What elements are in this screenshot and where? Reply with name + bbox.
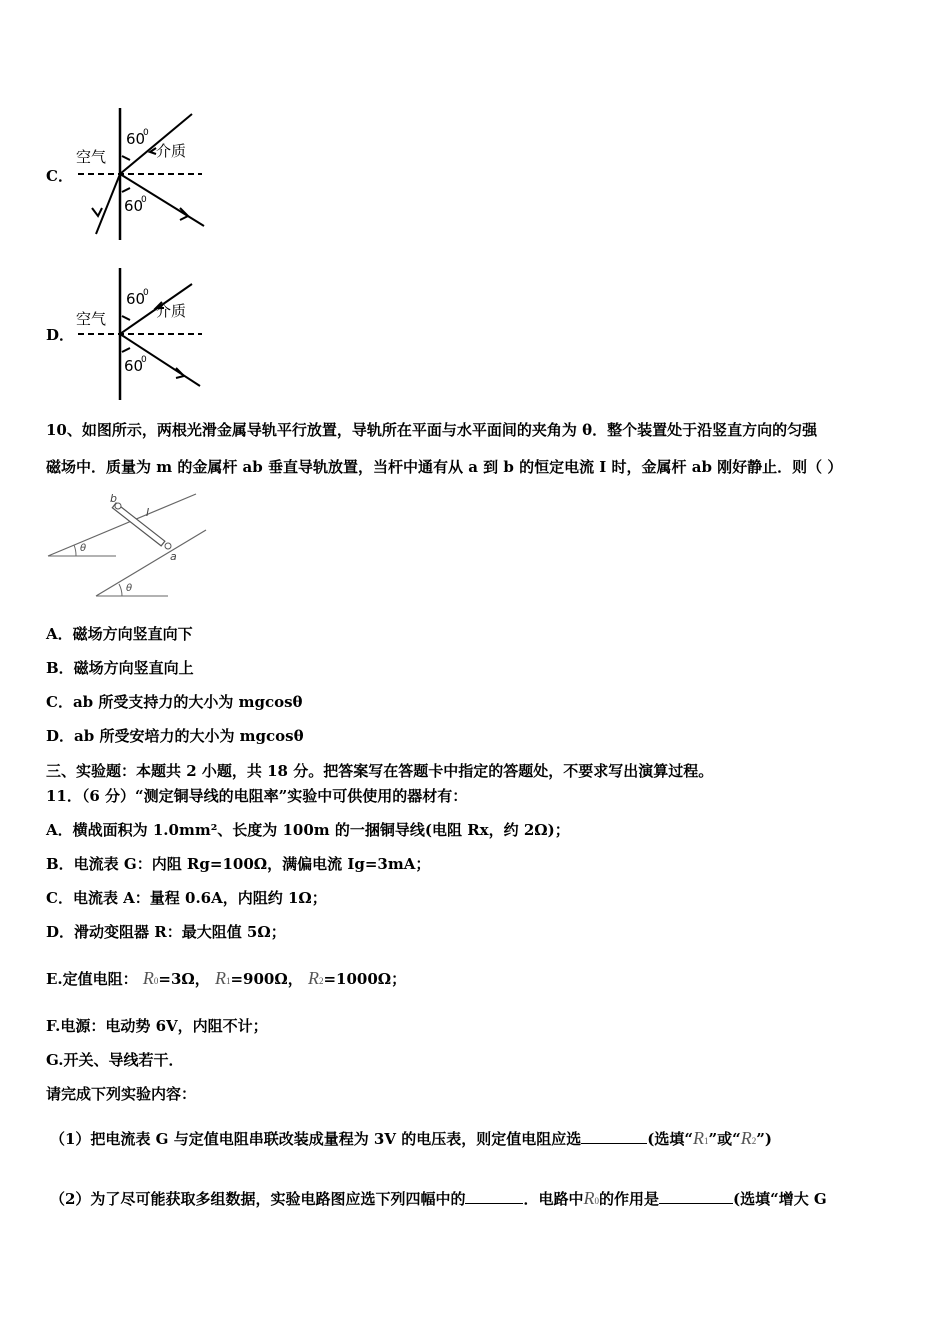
sub1-r2-symbol: R2 — [740, 1128, 757, 1148]
q11-item-a: A．横战面积为 1.0mm²、长度为 100m 的一捆铜导线(电阻 Rx，约 2Ω)； — [46, 821, 570, 839]
option-d-refraction-figure — [72, 264, 212, 404]
sub1-r1-symbol: R1 — [692, 1128, 709, 1148]
option-d-label: D． — [46, 326, 75, 344]
q10-stem-line1: 10、如图所示，两根光滑金属导轨平行放置，导轨所在平面与水平面间的夹角为 θ．整个装置处于沿竖直方向的匀强 — [46, 421, 818, 439]
option-c-refraction-figure — [72, 104, 212, 244]
angle-bottom-label: 60 — [124, 197, 144, 215]
metal-rod — [112, 503, 165, 546]
theta2-label: θ — [126, 583, 133, 594]
sub1-choose-prefix: (选填“ — [647, 1130, 693, 1148]
sub2-text: （2）为了尽可能获取多组数据，实验电路图应选下列四幅中的 — [50, 1190, 466, 1208]
sub1-text: （1）把电流表 G 与定值电阻串联改装成量程为 3V 的电压表，则定值电阻应选 — [50, 1130, 582, 1148]
q11-item-d: D．滑动变阻器 R：最大阻值 5Ω； — [46, 923, 286, 941]
q11-stem: 11．（6 分）“测定铜导线的电阻率”实验中可供使用的器材有： — [46, 787, 468, 805]
q10-option-b: B．磁场方向竖直向上 — [46, 659, 194, 677]
q10-option-d: D．ab 所受安培力的大小为 mgcosθ — [46, 727, 304, 745]
q11-item-g: G.开关、导线若干． — [46, 1051, 184, 1069]
sub1-answer-blank[interactable] — [581, 1129, 647, 1144]
item-e-prefix: E.定值电阻： — [46, 970, 138, 988]
q10-rail-figure — [44, 488, 214, 600]
air-label: 空气 — [76, 310, 107, 328]
q11-instruction: 请完成下列实验内容： — [46, 1085, 197, 1103]
q10-option-a: A．磁场方向竖直向下 — [46, 625, 193, 643]
sub2-choose: (选填“增大 G — [732, 1190, 827, 1208]
option-c-label: C． — [46, 167, 73, 185]
r0-value: =3Ω， — [158, 970, 210, 988]
refracted-ray — [96, 174, 120, 234]
air-label: 空气 — [76, 148, 107, 166]
sub2-r0-symbol: R0 — [583, 1188, 599, 1208]
label-current: I — [146, 506, 150, 519]
q10-option-c: C．ab 所受支持力的大小为 mgcosθ — [46, 693, 303, 711]
q11-sub1 — [50, 1128, 772, 1151]
sub2-role: 的作用是 — [598, 1190, 659, 1208]
r1-value: =900Ω， — [230, 970, 303, 988]
refracted-arrow-icon — [92, 208, 102, 216]
r2-value: =1000Ω； — [323, 970, 407, 988]
label-b: b — [110, 492, 117, 505]
r1-symbol: R1 — [214, 968, 231, 988]
sub2-role-blank[interactable] — [659, 1189, 733, 1204]
sub1-choose-suffix: ”) — [756, 1130, 772, 1148]
sub2-mid: ．电路中 — [523, 1190, 584, 1208]
lower-rail — [96, 530, 206, 596]
sub2-circuit-blank[interactable] — [465, 1189, 523, 1204]
angle-top-sup: 0 — [143, 128, 149, 138]
rod-end-a — [165, 543, 171, 549]
medium-label: 介质 — [156, 142, 187, 160]
angle-bottom-sup: 0 — [141, 355, 147, 365]
r0-symbol: R0 — [142, 968, 159, 988]
label-a: a — [170, 550, 177, 563]
q11-sub2 — [50, 1188, 827, 1211]
sub1-or: ”或“ — [708, 1130, 741, 1148]
section3-heading: 三、实验题：本题共 2 小题，共 18 分。把答案写在答题卡中指定的答题处，不要求写出演算过程。 — [46, 762, 714, 780]
theta1-label: θ — [80, 543, 87, 554]
angle-top-sup: 0 — [143, 288, 149, 298]
angle-bottom-sup: 0 — [141, 195, 147, 205]
q11-item-c: C．电流表 A：量程 0.6A，内阻约 1Ω； — [46, 889, 327, 907]
q11-item-b: B．电流表 G：内阻 Rg=100Ω，满偏电流 Ig=3mA； — [46, 855, 431, 873]
q11-item-f: F.电源：电动势 6V，内阻不计； — [46, 1017, 268, 1035]
angle-top-label: 60 — [126, 290, 146, 308]
r2-symbol: R2 — [307, 968, 324, 988]
medium-label: 介质 — [156, 302, 187, 320]
q11-item-e — [46, 968, 406, 991]
angle-bottom-label: 60 — [124, 357, 144, 375]
q10-stem-line2: 磁场中．质量为 m 的金属杆 ab 垂直导轨放置，当杆中通有从 a 到 b 的恒定电流 I 时，金属杆 ab 刚好静止．则（ ） — [46, 458, 843, 476]
reflected-arrow-icon — [176, 368, 184, 378]
angle-top-label: 60 — [126, 130, 146, 148]
upper-rail — [48, 494, 196, 556]
